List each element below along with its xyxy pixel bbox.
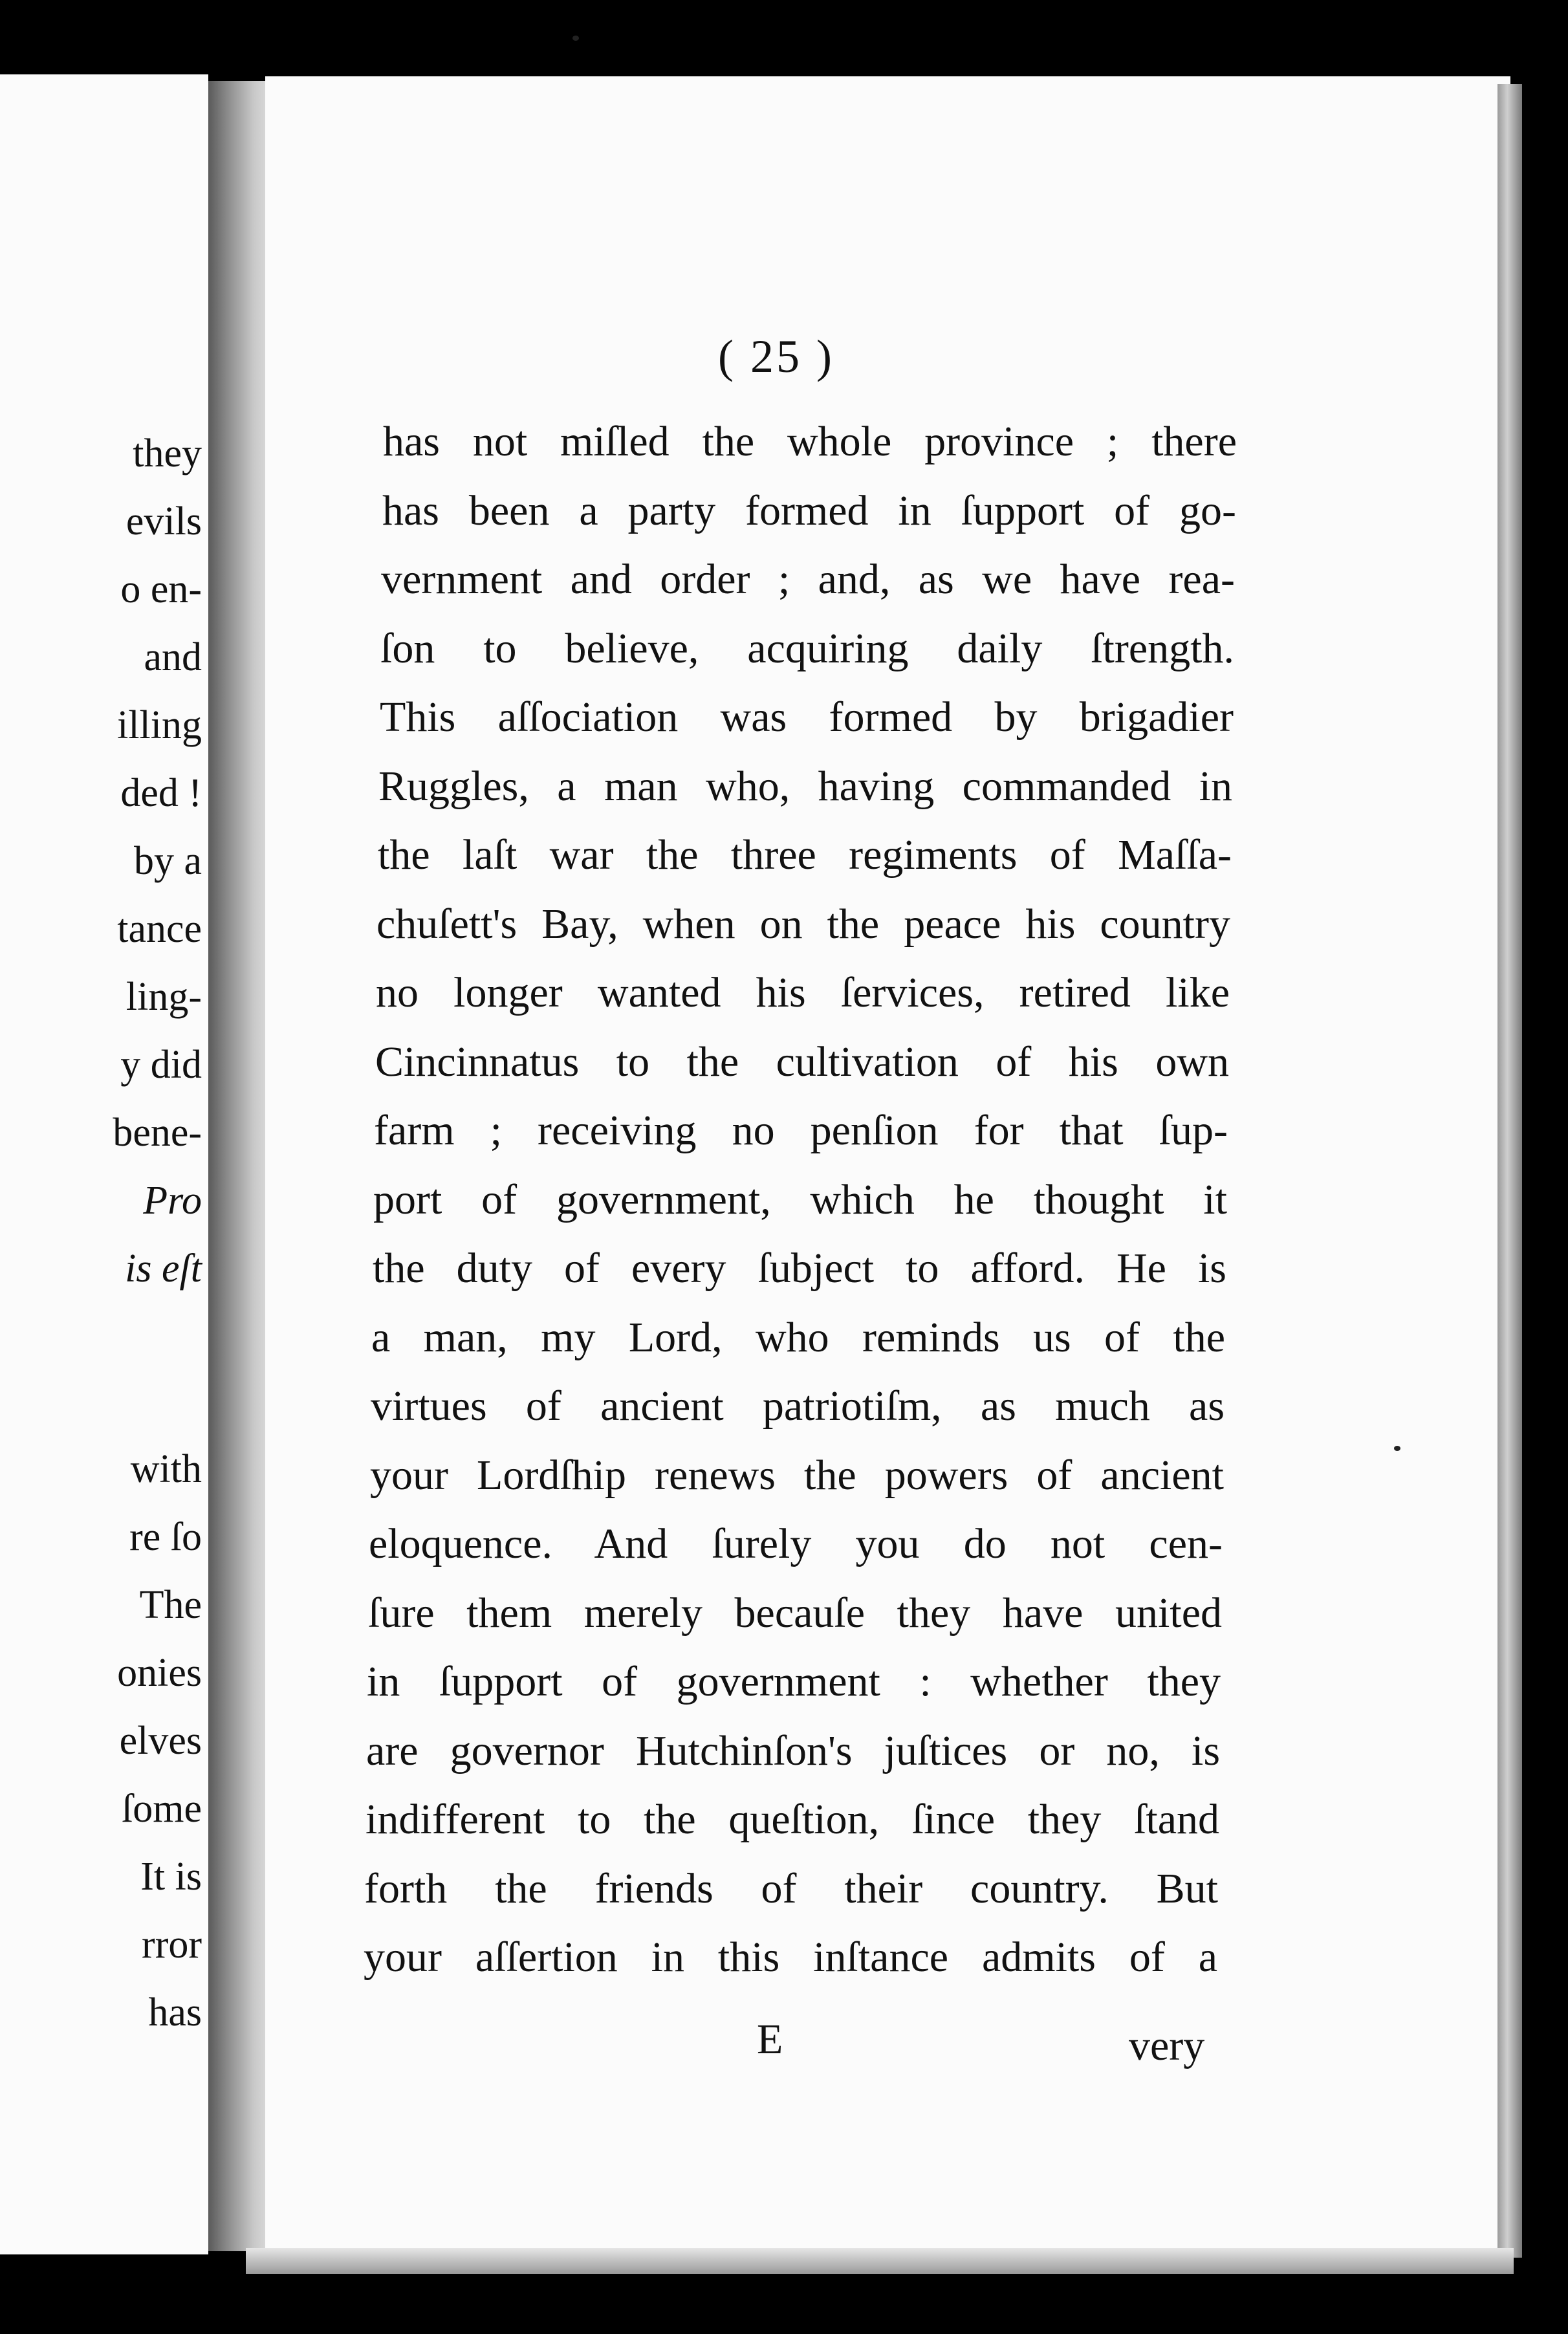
text-line: a man, my Lord, who reminds us of the	[371, 1314, 1225, 1361]
text-line: the duty of every ſubject to afford. He is	[373, 1245, 1226, 1292]
left-page-line: ſome	[122, 1787, 202, 1831]
text-line: forth the friends of their country. But	[364, 1865, 1218, 1912]
left-page-line: they	[133, 431, 202, 475]
text-line: the laſt war the three regiments of Maſſa-	[378, 831, 1232, 878]
speck-mark	[1394, 1446, 1400, 1451]
left-page-line: elves	[119, 1719, 202, 1763]
left-page-line: bene-	[113, 1111, 202, 1155]
text-line: chuſett's Bay, when on the peace his country	[376, 900, 1230, 948]
left-page-line: is eſt	[125, 1247, 202, 1291]
text-line: eloquence. And ſurely you do not cen-	[369, 1520, 1223, 1567]
left-page-line: ded !	[120, 771, 202, 815]
left-page-line: re ſo	[129, 1515, 202, 1559]
page-number: ( 25 )	[718, 331, 834, 382]
text-line: ſon to believe, acquiring daily ſtrength.	[380, 625, 1234, 672]
left-page-line: It is	[140, 1855, 202, 1899]
text-line: your Lordſhip renews the powers of ancient	[370, 1452, 1224, 1499]
catchword: very	[1129, 2022, 1205, 2069]
text-line: no longer wanted his ſervices, retired like	[376, 969, 1230, 1016]
left-page-line: illing	[117, 703, 202, 747]
left-page-line: Pro	[143, 1179, 202, 1223]
left-page-line: with	[130, 1447, 202, 1491]
signature-mark: E	[757, 2016, 783, 2063]
left-page-line: by a	[133, 839, 202, 883]
page-edge	[1497, 84, 1522, 2258]
left-facing-page	[0, 74, 208, 2254]
left-page-line: o en-	[120, 567, 202, 611]
text-line: has not miſled the whole province ; there	[383, 418, 1237, 465]
text-line: Cincinnatus to the cultivation of his own	[375, 1038, 1229, 1085]
speck-mark	[572, 36, 579, 41]
text-line: Ruggles, a man who, having commanded in	[378, 763, 1232, 810]
text-line: vernment and order ; and, as we have rea-	[381, 556, 1235, 603]
left-page-line: onies	[117, 1651, 202, 1695]
text-line: virtues of ancient patriotiſm, as much as	[371, 1382, 1225, 1430]
text-line: indifferent to the queſtion, ſince they ſtand	[365, 1796, 1219, 1843]
left-page-line: has	[148, 1990, 202, 2034]
text-line: your aſſertion in this inſtance admits of a	[364, 1934, 1217, 1981]
text-line: farm ; receiving no penſion for that ſup-	[374, 1107, 1228, 1154]
left-page-line: rror	[142, 1923, 202, 1967]
text-line: has been a party formed in ſupport of go-	[382, 487, 1236, 534]
left-page-line: tance	[117, 907, 202, 951]
text-line: This aſſociation was formed by brigadier	[380, 693, 1234, 741]
text-line: ſure them merely becauſe they have united	[368, 1589, 1222, 1637]
left-page-line: ling-	[125, 975, 202, 1019]
text-line: are governor Hutchinſon's juſtices or no, is	[366, 1727, 1220, 1774]
text-line: port of government, which he thought it	[373, 1176, 1227, 1223]
left-page-line: evils	[125, 499, 202, 543]
page-bottom-edge	[246, 2248, 1514, 2274]
left-page-line: y did	[120, 1043, 202, 1087]
left-page-line: and	[144, 635, 202, 679]
text-line: in ſupport of government : whether they	[367, 1658, 1221, 1705]
left-page-line: The	[139, 1583, 202, 1627]
